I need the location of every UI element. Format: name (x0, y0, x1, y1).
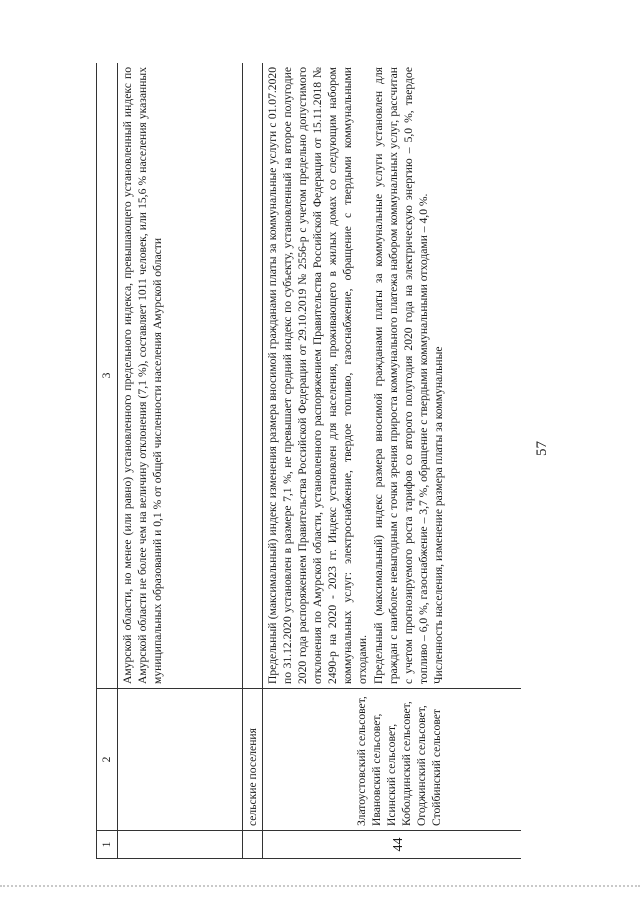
municipality-list: Златоустовский сельсовет, Ивановский сельсовет, Исинский сельсовет, Коболдинский сельсовет, Огоджинский сельсовет, Стойбинский сельсовет (263, 689, 521, 831)
row-number-cell (243, 831, 263, 859)
table-row (118, 63, 243, 859)
section-label: сельские поселения (243, 689, 263, 831)
header-col-2: 2 (97, 689, 118, 831)
section-row (243, 63, 263, 859)
row-number: 44 (263, 831, 521, 859)
table-header-row (97, 63, 118, 859)
description-text: Амурской области, но менее (или равно) установленного предельного индекса, превышающего установленный индекс по Амурской области не более чем на величину отклонения (7,1 %), составляет 1011 человек, или 15,6 % населения указанных муниципальных образований и 0,1 % от общей численности населения Амурской области (121, 67, 165, 684)
document-table (96, 63, 521, 859)
page-number: 57 (534, 441, 550, 456)
description-cell (243, 63, 263, 689)
table-row (263, 63, 521, 859)
description-cell (118, 63, 243, 689)
row-number-cell (118, 831, 243, 859)
description-paragraph-1: Предельный (максимальный) индекс изменения размера вносимой гражданами платы за коммунальные услуги с 01.07.2020 по 31.12.2020 установлен в размере 7,1 %, не превышает средний индекс по субъекту, установленный на второе полугодие 2020 года распоряжением Правительства Российской Федерации от 29.10.2019 № 2556-р с учетом предельно допустимого отклонения по Амурской области, установленного распоряжением Правительства Российской Федерации от 15.11.2018 № 2490-р на 2020 - 2023 гг. Индекс установлен для населения, проживающего в жилых домах со следующим набором коммунальных услуг: электроснабжение, твердое топливо, газоснабжение, обращение с твердыми коммунальными отходами. (266, 67, 370, 684)
description-paragraph-2: Предельный (максимальный) индекс размера вносимой гражданами платы за коммунальные услуги установлен для граждан с наиболее невыгодным с точки зрения прироста коммунального платежа набором коммунальных услуг, рассчитан с учетом прогнозируемого роста тарифов со второго полугодия 2020 года на электрическую энергию – 5,0 %, твердое топливо – 6,0 %, газоснабжение – 3,7 %, обращение с твердыми коммунальными отходами – 4,0 %. (371, 67, 430, 684)
header-col-1: 1 (97, 831, 118, 859)
rotated-table-container (96, 63, 521, 859)
scan-edge-artifact (0, 883, 640, 887)
table-frame (96, 63, 521, 859)
municipality-cell (118, 689, 243, 831)
header-col-3: 3 (97, 63, 118, 689)
description-cell (263, 63, 521, 689)
description-paragraph-3: Численность населения, изменение размера платы за коммунальные (431, 346, 445, 684)
